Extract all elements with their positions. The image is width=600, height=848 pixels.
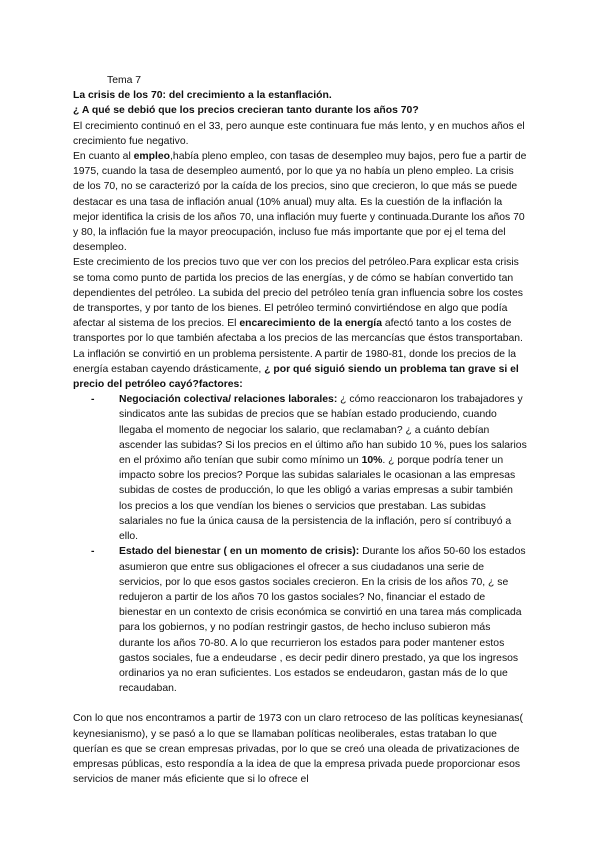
paragraph-growth: El crecimiento continuó en el 33, pero aunque este continuara fue más lento, y en muchos años el crecimiento fue negativo. <box>73 120 525 147</box>
factor-heading: Estado del bienestar ( en un momento de crisis): <box>119 546 360 558</box>
term-energy-cost: encarecimiento de la energía <box>239 318 382 330</box>
document-page <box>73 73 528 787</box>
factor-heading: Negociación colectiva/ relaciones laborales: <box>119 394 338 406</box>
document-title: La crisis de los 70: del crecimiento a la estanflación. <box>73 90 332 102</box>
factor-text: Durante los años 50-60 los estados asumieron que entre sus obligaciones el ofrecer a sus ciudadanos una serie de servicios, por lo que esos gastos sociales crecieron. En la crisis de los años 70, ¿ se redujeron a partir de los años 70 los gastos sociales? No, financiar el estado de bienestar en un contexto de crisis económica se convirtió en una tarea más complicada para los gobiernos, y no podían restringir gastos, de hecho incluso subieron más durante los años 70-80. A lo que recurrieron los estados para poder mantener estos gastos sociales, fue a endeudarse , es decir pedir dinero prestado, ya que los ingresos ordinarios ya no eran suficientes. Los estados se endeudaron, gastan más de lo que recaudaban. <box>119 546 526 695</box>
factor-text: ¿ cómo reaccionaron los trabajadores y sindicatos ante las subidas de precios que se habían estado produciendo, cuando llegaba el momento de negociar los salario, que reclamaban? ¿ a cuánto debían ascender las subidas? Si los precios en el último año han subido 10 %, pues los salarios en el próximo año tenían que subir como mínimo un <box>119 394 527 467</box>
factor-highlight: 10% <box>361 455 383 467</box>
list-bullet: - <box>91 546 95 558</box>
paragraph-employment-intro: En cuanto al <box>73 151 134 163</box>
paragraph-employment-text: ,había pleno empleo, con tasas de desempleo muy bajos, pero fue a partir de 1975, cuando la tasa de desempleo aumentó, por lo que ya no había un pleno empleo. La crisis de los 70, no se caracterizó por la caída de los precios, sino que crecieron, lo que más se puede destacar es una tasa de inflación anual (10% anual) muy alta. Es la cuestión de la inflación la mejor identifica la crisis de los años 70, una inflación muy fuerte y continuada.Durante los años 70 y 80, la inflación fue la mayor preocupación, incluso fue más importante que por ej el tema del desempleo. <box>73 151 527 254</box>
paragraph-inflation-text: La inflación se convirtió en un problema persistente. A partir de 1980-81, donde los precios de la energía estaban cayendo drásticamente, <box>73 348 517 375</box>
paragraph-oil-prices-text: Este crecimiento de los precios tuvo que ver con los precios del petróleo.Para explicar esta crisis se toma como punto de partida los precios de las energías, y de cómo se habían convertido tan dependientes del petróleo. La subida del precio del petróleo tenía gran influencia sobre los costes de transportes, y por tanto de los bienes. El petróleo terminó convirtiéndose en algo que podía afectar al sistema de los precios. El <box>73 257 523 330</box>
paragraph-neoliberalism: Con lo que nos encontramos a partir de 1973 con un claro retroceso de las políticas keynesianas( keynesianismo), y se pasó a lo que se llamaban políticas neoliberales, estas trataban lo que querían es que se crean empresas privadas, por lo que se creó una oleada de privatizaciones de empresas públicas, esto respondía a la idea de que la empresa privada puede proporcionar esos servicios de maner más eficiente que si lo ofrece el <box>73 713 523 786</box>
topic-number: Tema 7 <box>107 75 142 86</box>
inflation-question: ¿ por qué siguió siendo un problema tan grave si el precio del petróleo cayó?factores: <box>73 363 519 391</box>
paragraph-oil-prices <box>73 255 528 346</box>
list-bullet: - <box>91 394 95 406</box>
paragraph-spacer <box>73 696 528 711</box>
factor-text-continued: . ¿ porque podría tener un impacto sobre los precios? Porque las subidas salariales le ocasionan a las empresas subidas de costes de producción, lo que les obligó a varias empresas a subir también los precios a los que vendían los bienes o servicios que prestaban. Las subidas salariales no fue la única causa de la persistencia de la inflación, pero sí contribuyó a ello. <box>119 455 516 543</box>
factors-list <box>73 392 528 696</box>
main-question: ¿ A qué se debió que los precios crecieran tanto durante los años 70? <box>73 105 419 117</box>
term-employment: empleo <box>133 151 171 163</box>
paragraph-oil-prices-end: afectó tanto a los costes de transportes por lo que también afectaba a los precios de las mercancías que éstos transportaban. <box>73 318 523 345</box>
list-item <box>73 544 528 696</box>
paragraph-inflation <box>73 347 528 393</box>
paragraph-employment <box>73 149 528 255</box>
list-item <box>73 392 528 544</box>
